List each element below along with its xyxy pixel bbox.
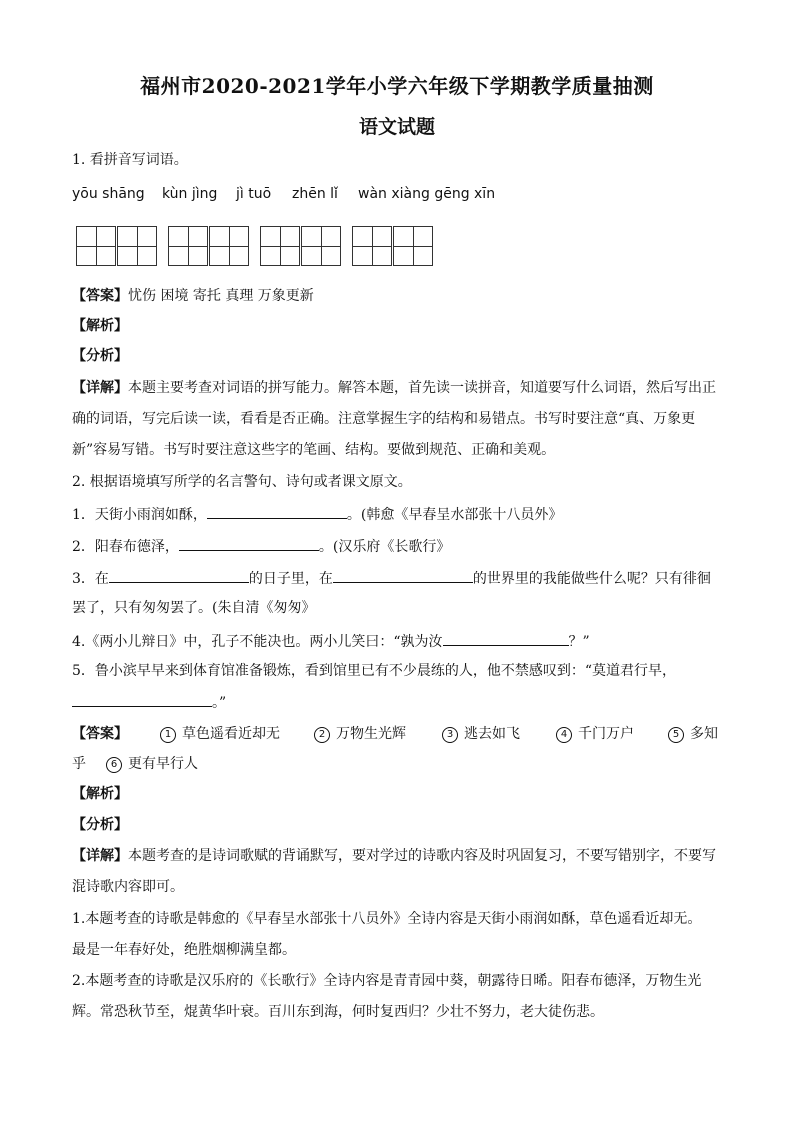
q2-item-1-source: 。(韩愈《早春呈水部张十八员外》 <box>346 507 563 523</box>
tianzige-cell[interactable] <box>393 226 433 266</box>
tianzige-cell[interactable] <box>260 226 300 266</box>
fill-blank-3b[interactable] <box>333 567 473 583</box>
q1-detail-line-3: 新”容易写错。书写时要注意这些字的笔画、结构。要做到规范、正确和美观。 <box>72 442 556 458</box>
detail-tag: 【详解】 <box>72 380 128 396</box>
q2-answer-3 <box>442 723 520 743</box>
tianzige-cell[interactable] <box>301 226 341 266</box>
tianzige-cell[interactable] <box>117 226 157 266</box>
q2-answer-cont <box>72 754 198 774</box>
q1-detail-text: 本题主要考查对词语的拼写能力。解答本题，首先读一读拼音，知道要写什么词语，然后写出正 <box>128 380 716 396</box>
answer-tag: 【答案】 <box>72 288 128 304</box>
q2-item-1-text: 1．天街小雨润如酥， <box>72 507 207 523</box>
q2-answer-tag: 【答案】 <box>72 726 128 742</box>
q2-jiexi-tag: 【解析】 <box>72 786 128 802</box>
pinyin-5: wàn xiàng gēng xīn <box>358 186 496 202</box>
writing-grid-1[interactable] <box>76 226 158 268</box>
answer-number: 2 <box>314 727 330 743</box>
pinyin-3: jì tuō <box>236 186 272 202</box>
answer-text: 千门万户 <box>578 726 634 742</box>
answer-number: 4 <box>556 727 572 743</box>
writing-grid-3[interactable] <box>260 226 342 268</box>
detail-tag: 【详解】 <box>72 848 128 864</box>
q2-item-2 <box>72 535 450 557</box>
q1-answer <box>72 286 314 306</box>
fill-blank-1[interactable] <box>207 503 347 519</box>
q2-item-5-cont <box>72 691 226 713</box>
answer-text: 多知 <box>690 726 718 742</box>
answer-number: 6 <box>106 757 122 773</box>
fill-blank-4[interactable] <box>443 630 569 646</box>
q2-explain-1-line-2: 最是一年春好处，绝胜烟柳满皇都。 <box>72 942 296 958</box>
q2-item-3-cont: 罢了，只有匆匆罢了。(朱自清《匆匆》 <box>72 600 316 616</box>
q2-answer-5 <box>668 723 718 743</box>
q2-item-3-mid: 的日子里，在 <box>248 571 333 587</box>
pinyin-1: yōu shāng <box>72 186 145 202</box>
exam-title: 福州市2020-2021学年小学六年级下学期教学质量抽测 <box>140 74 654 98</box>
q1-answer-text: 忧伤 困境 寄托 真理 万象更新 <box>128 288 314 304</box>
answer-text: 草色遥看近却无 <box>182 726 280 742</box>
q2-prompt: 2. 根据语境填写所学的名言警句、诗句或者课文原文。 <box>72 474 412 490</box>
q2-detail-line-1 <box>72 846 716 866</box>
q2-item-2-text: 2．阳春布德泽， <box>72 539 179 555</box>
answer-number: 5 <box>668 727 684 743</box>
q1-detail-line-2: 确的词语，写完后读一读，看看是否正确。注意掌握生字的结构和易错点。书写时要注意“真、万象更 <box>72 411 696 427</box>
tianzige-cell[interactable] <box>209 226 249 266</box>
q2-explain-2-line-2: 辉。常恐秋节至，焜黄华叶衰。百川东到海，何时复西归？少壮不努力，老大徒伤悲。 <box>72 1004 604 1020</box>
q2-item-3-end: 的世界里的我能做些什么呢？只有徘徊 <box>472 571 711 587</box>
q2-item-3 <box>72 567 711 589</box>
answer-text: 更有早行人 <box>128 756 198 772</box>
q1-detail-line-1 <box>72 378 716 398</box>
answer-number: 3 <box>442 727 458 743</box>
answer-text: 逃去如飞 <box>464 726 520 742</box>
q2-fenxi-tag: 【分析】 <box>72 817 128 833</box>
fill-blank-5[interactable] <box>72 691 212 707</box>
writing-grid-4[interactable] <box>352 226 434 268</box>
q2-explain-2-line-1: 2.本题考查的诗歌是汉乐府的《长歌行》全诗内容是青青园中葵，朝露待日晞。阳春布德泽，万物生光 <box>72 973 702 989</box>
q2-item-4-text: 4.《两小儿辩日》中，孔子不能决也。两小儿笑曰：“孰为汝 <box>72 634 443 650</box>
answer-text: 乎 <box>72 756 86 772</box>
q2-detail-text: 本题考查的是诗词歌赋的背诵默写，要对学过的诗歌内容及时巩固复习，不要写错别字，不要写 <box>128 848 716 864</box>
q1-jiexi-tag: 【解析】 <box>72 318 128 334</box>
q2-answer-4 <box>556 723 634 743</box>
exam-subtitle: 语文试题 <box>358 116 435 138</box>
fill-blank-2[interactable] <box>179 535 319 551</box>
q2-detail-line-2: 混诗歌内容即可。 <box>72 879 184 895</box>
pinyin-2: kùn jìng <box>162 186 218 202</box>
fill-blank-3a[interactable] <box>109 567 249 583</box>
q1-prompt: 1. 看拼音写词语。 <box>72 152 188 168</box>
tianzige-cell[interactable] <box>76 226 116 266</box>
tianzige-cell[interactable] <box>352 226 392 266</box>
q2-item-5-end: 。” <box>212 695 227 711</box>
q1-fenxi-tag: 【分析】 <box>72 348 128 364</box>
q2-item-4-end: ？” <box>568 634 590 650</box>
q2-item-3-text: 3．在 <box>72 571 109 587</box>
q2-answer-2 <box>314 723 406 743</box>
answer-number: 1 <box>160 727 176 743</box>
q2-item-4 <box>72 630 590 652</box>
writing-grid-2[interactable] <box>168 226 250 268</box>
q2-item-1 <box>72 503 562 525</box>
q2-item-2-source: 。(汉乐府《长歌行》 <box>318 539 451 555</box>
pinyin-4: zhēn lǐ <box>292 186 338 202</box>
tianzige-cell[interactable] <box>168 226 208 266</box>
answer-text: 万物生光辉 <box>336 726 406 742</box>
q2-explain-1-line-1: 1.本题考查的诗歌是韩愈的《早春呈水部张十八员外》全诗内容是天街小雨润如酥，草色遥看近却无。 <box>72 911 702 927</box>
q2-answer-1 <box>160 723 280 743</box>
q2-item-5: 5．鲁小滨早早来到体育馆准备锻炼，看到馆里已有不少晨练的人，他不禁感叹到：“莫道君行早， <box>72 663 677 679</box>
